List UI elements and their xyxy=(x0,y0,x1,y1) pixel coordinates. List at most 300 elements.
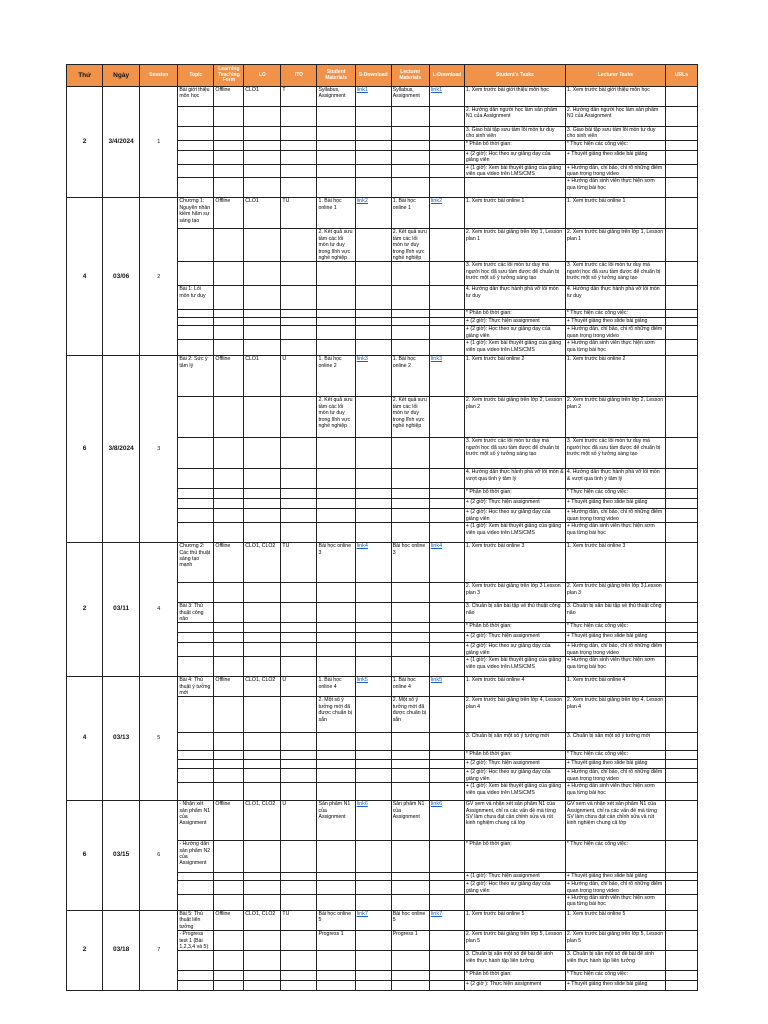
topic-cell xyxy=(178,583,214,603)
form-cell xyxy=(214,760,244,769)
lo-cell xyxy=(244,489,281,499)
topic-cell xyxy=(178,971,214,981)
l-download-cell xyxy=(429,469,464,489)
student-materials-cell xyxy=(317,643,355,657)
l-download-cell xyxy=(429,340,464,356)
form-cell xyxy=(214,603,244,623)
lecturer-materials-cell xyxy=(391,140,429,150)
lecturer-task-cell: 1. Xem trước bài online 4 xyxy=(565,677,665,697)
ito-cell xyxy=(281,469,317,489)
student-materials-cell xyxy=(317,623,355,633)
student-materials-cell xyxy=(317,951,355,971)
student-task-cell: * Phân bổ thời gian: xyxy=(464,140,565,150)
lecturer-task-cell: 2. Xem trước bài giảng trên lớp 3,Lesson plan 3 xyxy=(565,583,665,603)
url-cell xyxy=(665,697,697,733)
header-urls: URLs xyxy=(665,65,697,87)
s-download-cell xyxy=(355,356,391,397)
lecturer-materials-cell xyxy=(391,783,429,801)
ito-cell xyxy=(281,509,317,523)
url-cell xyxy=(665,873,697,881)
topic-cell xyxy=(178,326,214,340)
l-download-link[interactable]: link7 xyxy=(430,910,443,917)
lecturer-materials-cell xyxy=(391,643,429,657)
s-download-link[interactable]: link5 xyxy=(356,677,368,684)
lo-cell xyxy=(244,841,281,873)
form-cell xyxy=(214,633,244,643)
ito-cell xyxy=(281,894,317,910)
ito-cell xyxy=(281,140,317,150)
l-download-link[interactable]: link5 xyxy=(430,677,443,684)
s-download-cell xyxy=(355,623,391,633)
url-cell xyxy=(665,356,697,397)
l-download-cell xyxy=(429,971,464,981)
url-cell xyxy=(665,583,697,603)
topic-cell xyxy=(178,150,214,164)
topic-cell: Bài 1: Lối mòn tư duy xyxy=(178,286,214,310)
lecturer-task-cell: 3. Chuẩn bị sẵn bài tập về thủ thuật công não xyxy=(565,603,665,623)
lecturer-materials-cell xyxy=(391,760,429,769)
lecturer-materials-cell xyxy=(391,523,429,543)
lecturer-task-cell: 2. Xem trước bài giảng trên lớp 4, Lesson plan 4 xyxy=(565,697,665,733)
topic-cell xyxy=(178,340,214,356)
student-materials-cell xyxy=(317,981,355,991)
session-number-cell: 3 xyxy=(140,356,178,543)
lecturer-materials-cell xyxy=(391,971,429,981)
form-cell xyxy=(214,751,244,760)
l-download-cell xyxy=(429,783,464,801)
lecturer-task-cell: + Hướng dẫn sinh viên thực hiện sơm qua từng bài học xyxy=(565,523,665,543)
lecturer-task-cell: 1. Xem trước bài online 2 xyxy=(565,356,665,397)
url-cell xyxy=(665,310,697,318)
topic-cell xyxy=(178,751,214,760)
form-cell: Offline xyxy=(214,801,244,841)
student-task-cell: 2. Xem trước bài giảng trên lớp 1, Lesson plan 1 xyxy=(464,229,565,262)
student-materials-cell xyxy=(317,178,355,198)
s-download-cell xyxy=(355,971,391,981)
ito-cell: TU xyxy=(281,198,317,229)
s-download-cell xyxy=(355,583,391,603)
student-task-cell: * Phân bổ thời gian: xyxy=(464,310,565,318)
student-materials-cell xyxy=(317,262,355,286)
student-task-cell: + (1 giờ): Xem bài thuyết giảng của giảng viên qua video trên LMS/CMS xyxy=(464,657,565,677)
ito-cell xyxy=(281,438,317,469)
topic-cell xyxy=(178,760,214,769)
l-download-cell xyxy=(429,107,464,127)
lecturer-materials-cell xyxy=(391,310,429,318)
l-download-cell xyxy=(429,150,464,164)
lo-cell xyxy=(244,164,281,178)
table-row xyxy=(67,356,698,397)
s-download-cell xyxy=(355,633,391,643)
lecturer-task-cell: + Thuyết giảng theo slide bài giảng xyxy=(565,633,665,643)
table-row xyxy=(67,677,698,697)
form-cell xyxy=(214,140,244,150)
topic-cell xyxy=(178,489,214,499)
student-task-cell xyxy=(464,178,565,198)
url-cell xyxy=(665,318,697,326)
topic-cell: - Nhận xét sản phẩm N1 của Assignment xyxy=(178,801,214,841)
student-task-cell: 3. Xem trước các lối mòn tư duy mà người học đã sưu tầm được để chuẩn bị trước một số ý tưởng sáng tạo xyxy=(464,262,565,286)
url-cell xyxy=(665,603,697,623)
student-task-cell: 2. Xem trước bài giảng trên lớp 4, Lesson plan 4 xyxy=(464,697,565,733)
lecturer-task-cell: 1. Xem trước bài giới thiệu môn học xyxy=(565,87,665,107)
student-task-cell: 2. Xem trước bài giảng trên lớp 3 Lesson plan 3 xyxy=(464,583,565,603)
l-download-cell xyxy=(429,981,464,991)
ito-cell xyxy=(281,760,317,769)
form-cell xyxy=(214,127,244,141)
header-ngay: Ngày xyxy=(103,65,140,87)
lo-cell xyxy=(244,140,281,150)
url-cell xyxy=(665,910,697,930)
url-cell xyxy=(665,894,697,910)
l-download-cell xyxy=(429,356,464,397)
student-task-cell: + (2 giờ): Học theo sự giảng dạy của giảng viên xyxy=(464,150,565,164)
topic-cell xyxy=(178,643,214,657)
s-download-link[interactable]: link3 xyxy=(356,356,368,363)
form-cell xyxy=(214,438,244,469)
l-download-cell xyxy=(429,523,464,543)
student-materials-cell: Progress 1 xyxy=(317,931,355,951)
lo-cell xyxy=(244,951,281,971)
student-materials-cell: Bài học online 3 xyxy=(317,543,355,583)
lecturer-task-cell: + Hướng dẫn sinh viên thực hiện sơm qua từng bài học xyxy=(565,783,665,801)
l-download-cell xyxy=(429,583,464,603)
topic-cell: Chương 1: Nguyên nhân kiềm hãm sự sáng tạo xyxy=(178,198,214,229)
l-download-link[interactable]: link6 xyxy=(430,801,443,808)
day-of-week-cell: 2 xyxy=(67,87,103,198)
topic-cell xyxy=(178,657,214,677)
l-download-cell xyxy=(429,623,464,633)
header-students-tasks: Student's Tasks xyxy=(464,65,565,87)
l-download-cell xyxy=(429,881,464,895)
lecturer-materials-cell xyxy=(391,262,429,286)
student-materials-cell: 1. Bài học online 1 xyxy=(317,198,355,229)
l-download-cell xyxy=(429,489,464,499)
student-materials-cell xyxy=(317,340,355,356)
lo-cell xyxy=(244,931,281,951)
lecturer-materials-cell xyxy=(391,951,429,971)
l-download-cell xyxy=(429,769,464,783)
lecturer-materials-cell xyxy=(391,751,429,760)
s-download-cell xyxy=(355,677,391,697)
topic-cell xyxy=(178,509,214,523)
form-cell xyxy=(214,340,244,356)
form-cell xyxy=(214,643,244,657)
lecturer-materials-cell xyxy=(391,150,429,164)
topic-cell xyxy=(178,178,214,198)
s-download-link[interactable]: link1 xyxy=(356,87,368,93)
lecturer-task-cell: + Thuyết giảng theo slide bài giảng xyxy=(565,873,665,881)
student-task-cell: * Phân bổ thời gian: xyxy=(464,841,565,873)
lecturer-materials-cell xyxy=(391,873,429,881)
date-cell: 03/11 xyxy=(103,543,140,677)
form-cell xyxy=(214,841,244,873)
student-materials-cell: 2. Kết quả sưu tầm các lối mòn tư duy trong lĩnh vực nghề nghiệp xyxy=(317,229,355,262)
student-materials-cell xyxy=(317,769,355,783)
table-row xyxy=(67,801,698,841)
lo-cell xyxy=(244,894,281,910)
session-number-cell: 5 xyxy=(140,677,178,801)
ito-cell xyxy=(281,981,317,991)
header-s-download: S-Download xyxy=(355,65,391,87)
topic-cell: Bài 3: Thủ thuật công năo xyxy=(178,603,214,623)
lo-cell xyxy=(244,881,281,895)
l-download-cell xyxy=(429,657,464,677)
lecturer-task-cell: 2. Hướng dẫn người học làm sản phẩm N1 của Assignment xyxy=(565,107,665,127)
ito-cell xyxy=(281,499,317,509)
l-download-cell xyxy=(429,438,464,469)
lo-cell xyxy=(244,397,281,438)
form-cell: Offline xyxy=(214,677,244,697)
ito-cell xyxy=(281,583,317,603)
form-cell xyxy=(214,873,244,881)
ito-cell xyxy=(281,623,317,633)
student-materials-cell xyxy=(317,150,355,164)
day-of-week-cell: 4 xyxy=(67,198,103,356)
url-cell xyxy=(665,107,697,127)
day-of-week-cell: 2 xyxy=(67,910,103,990)
topic-cell xyxy=(178,523,214,543)
ito-cell xyxy=(281,326,317,340)
l-download-cell xyxy=(429,873,464,881)
form-cell: Offline xyxy=(214,910,244,930)
form-cell xyxy=(214,981,244,991)
url-cell xyxy=(665,340,697,356)
student-materials-cell: Bài học online 5 xyxy=(317,910,355,930)
student-task-cell: 4. Hướng dẫn thực hành phá vỡ lối mòn & vượt qua tình ỳ tâm lý xyxy=(464,469,565,489)
url-cell xyxy=(665,951,697,971)
form-cell: Offline xyxy=(214,356,244,397)
topic-cell: - Hướng dẫn sản phẩm N2 của Assignment xyxy=(178,841,214,873)
lo-cell: CLO1 xyxy=(244,87,281,107)
s-download-link[interactable]: link2 xyxy=(356,198,368,205)
schedule-body xyxy=(67,87,698,991)
s-download-cell xyxy=(355,881,391,895)
l-download-cell xyxy=(429,127,464,141)
form-cell xyxy=(214,697,244,733)
lecturer-task-cell: * Thực hiện các công việc: xyxy=(565,971,665,981)
s-download-link[interactable]: link4 xyxy=(356,543,368,550)
l-download-cell xyxy=(429,643,464,657)
form-cell xyxy=(214,229,244,262)
s-download-cell xyxy=(355,543,391,583)
l-download-link[interactable]: link2 xyxy=(430,198,443,205)
s-download-cell xyxy=(355,489,391,499)
lecturer-materials-cell xyxy=(391,164,429,178)
student-materials-cell xyxy=(317,499,355,509)
s-download-cell xyxy=(355,910,391,930)
lecturer-task-cell: + Hướng dẫn sinh viên thực hiện sơm qua từng bài học xyxy=(565,178,665,198)
url-cell xyxy=(665,262,697,286)
lo-cell xyxy=(244,318,281,326)
day-of-week-cell: 4 xyxy=(67,677,103,801)
form-cell xyxy=(214,326,244,340)
lecturer-task-cell: 1. Xem trước bài online 3 xyxy=(565,543,665,583)
lecturer-materials-cell xyxy=(391,841,429,873)
s-download-cell xyxy=(355,603,391,623)
date-cell: 3/8/2024 xyxy=(103,356,140,543)
url-cell xyxy=(665,150,697,164)
ito-cell xyxy=(281,262,317,286)
session-number-cell: 4 xyxy=(140,543,178,677)
session-number-cell: 6 xyxy=(140,801,178,911)
s-download-cell xyxy=(355,178,391,198)
url-cell xyxy=(665,543,697,583)
student-task-cell: + (2 giờ): Thực hiện assignment xyxy=(464,499,565,509)
student-materials-cell xyxy=(317,469,355,489)
student-task-cell: + (2 giờ): Học theo sự giảng dạy của giảng viên xyxy=(464,326,565,340)
lo-cell xyxy=(244,286,281,310)
l-download-cell xyxy=(429,733,464,751)
form-cell xyxy=(214,523,244,543)
topic-cell xyxy=(178,697,214,733)
student-materials-cell xyxy=(317,140,355,150)
l-download-link[interactable]: link1 xyxy=(430,87,443,93)
student-materials-cell: Sản phẩm N1 của Assignment xyxy=(317,801,355,841)
lecturer-materials-cell xyxy=(391,107,429,127)
form-cell: Offline xyxy=(214,87,244,107)
url-cell xyxy=(665,733,697,751)
form-cell xyxy=(214,397,244,438)
lecturer-task-cell: + Thuyết giảng theo slide bài giảng xyxy=(565,150,665,164)
url-cell xyxy=(665,127,697,141)
l-download-link[interactable]: link4 xyxy=(430,543,443,550)
ito-cell xyxy=(281,603,317,623)
l-download-cell xyxy=(429,198,464,229)
lo-cell xyxy=(244,733,281,751)
lecturer-task-cell: 3. Chuẩn bị sẵn một số ý tưởng mới xyxy=(565,733,665,751)
lecturer-task-cell: + Thuyết giảng theo slide bài giảng xyxy=(565,318,665,326)
lecturer-task-cell: + Hướng dẫn, chỉ bảo, chỉ rõ những điểm quan trọng trong video xyxy=(565,769,665,783)
lecturer-materials-cell: 2. Kết quả sưu tầm các lối mòn tư duy trong lĩnh vực nghề nghiệp xyxy=(391,397,429,438)
student-task-cell: + (1 giờ): Xem bài thuyết giảng của giảng viên qua video trên LMS/CMS xyxy=(464,783,565,801)
lecturer-materials-cell: 2. Kết quả sưu tầm các lối mòn tư duy trong lĩnh vực nghề nghiệp xyxy=(391,229,429,262)
date-cell: 03/15 xyxy=(103,801,140,911)
form-cell xyxy=(214,733,244,751)
s-download-link[interactable]: link6 xyxy=(356,801,368,808)
l-download-cell xyxy=(429,677,464,697)
form-cell xyxy=(214,931,244,951)
student-materials-cell xyxy=(317,318,355,326)
lecturer-materials-cell: Syllabus, Assignment xyxy=(391,87,429,107)
form-cell xyxy=(214,583,244,603)
lo-cell: CLO1 xyxy=(244,356,281,397)
ito-cell xyxy=(281,873,317,881)
ito-cell xyxy=(281,633,317,643)
l-download-cell xyxy=(429,164,464,178)
l-download-cell xyxy=(429,509,464,523)
s-download-cell xyxy=(355,310,391,318)
lecturer-materials-cell xyxy=(391,489,429,499)
topic-cell xyxy=(178,262,214,286)
lecturer-materials-cell: Sản phẩm N1 của Assignment xyxy=(391,801,429,841)
schedule-table xyxy=(66,64,698,991)
s-download-cell xyxy=(355,262,391,286)
l-download-cell xyxy=(429,894,464,910)
topic-cell xyxy=(178,127,214,141)
s-download-cell xyxy=(355,760,391,769)
form-cell xyxy=(214,971,244,981)
header-topic: Topic xyxy=(178,65,214,87)
s-download-cell xyxy=(355,873,391,881)
student-materials-cell xyxy=(317,783,355,801)
lecturer-materials-cell: Progress 1 xyxy=(391,931,429,951)
student-task-cell: + (2 giờ ): Thực hiện assignment xyxy=(464,981,565,991)
s-download-cell xyxy=(355,657,391,677)
student-task-cell: + (1 giờ): Xem bài thuyết giảng của giảng viên qua video trên LMS/CMS xyxy=(464,340,565,356)
student-materials-cell xyxy=(317,489,355,499)
url-cell xyxy=(665,623,697,633)
topic-cell xyxy=(178,623,214,633)
s-download-cell xyxy=(355,769,391,783)
student-task-cell: 1. Xem trước bài giới thiệu môn học xyxy=(464,87,565,107)
lecturer-task-cell: 4. Hướng dẫn thực hành phá vỡ lối mòn tư duy xyxy=(565,286,665,310)
lecturer-task-cell: 2. Xem trước bài giảng trên lớp 2, Lesson plan 2 xyxy=(565,397,665,438)
lecturer-task-cell: + Hướng dẫn, chỉ bảo, chỉ rõ những điểm quan trọng trong video xyxy=(565,881,665,895)
url-cell xyxy=(665,397,697,438)
header-lecturer-tasks: Lecturer Tasks xyxy=(565,65,665,87)
lecturer-materials-cell: 1. Bài học online 4 xyxy=(391,677,429,697)
s-download-cell xyxy=(355,326,391,340)
lecturer-materials-cell: Bài học online 3 xyxy=(391,543,429,583)
student-materials-cell xyxy=(317,733,355,751)
s-download-cell xyxy=(355,318,391,326)
student-materials-cell xyxy=(317,326,355,340)
lecturer-task-cell: + Hướng dẫn sinh viên thực hiện sơm qua từng bài học xyxy=(565,894,665,910)
lecturer-task-cell: GV xem và nhận xét sản phẩm N1 của Assignment, chỉ ra các vấn đề mà từng SV làm chưa đạt cần chỉnh sửa và rút kinh nghiệm chung cả lớp xyxy=(565,801,665,841)
topic-cell xyxy=(178,140,214,150)
lo-cell xyxy=(244,509,281,523)
url-cell xyxy=(665,499,697,509)
topic-cell xyxy=(178,981,214,991)
student-task-cell: 4. Hướng dẫn thực hành phá vỡ lối mòn tư duy xyxy=(464,286,565,310)
lo-cell xyxy=(244,783,281,801)
url-cell xyxy=(665,841,697,873)
lecturer-task-cell: * Thực hiện các công việc: xyxy=(565,841,665,873)
lo-cell xyxy=(244,340,281,356)
student-task-cell: 1. Xem trước bài online 3 xyxy=(464,543,565,583)
lecturer-materials-cell xyxy=(391,603,429,623)
header-ito: ITO xyxy=(281,65,317,87)
url-cell xyxy=(665,164,697,178)
l-download-link[interactable]: link3 xyxy=(430,356,443,363)
l-download-cell xyxy=(429,760,464,769)
l-download-cell xyxy=(429,397,464,438)
s-download-link[interactable]: link7 xyxy=(356,910,368,917)
student-materials-cell xyxy=(317,881,355,895)
topic-cell xyxy=(178,894,214,910)
lecturer-materials-cell xyxy=(391,318,429,326)
lecturer-task-cell: 4. Hướng dẫn thực hành phá vỡ lối mòn & vượt qua tình ỳ tâm lý xyxy=(565,469,665,489)
lecturer-task-cell: * Thực hiện các công việc: xyxy=(565,310,665,318)
url-cell xyxy=(665,326,697,340)
lecturer-task-cell: * Thực hiện các công việc: xyxy=(565,751,665,760)
student-task-cell: + (2 giờ): Học theo sự giảng dạy của giảng viên xyxy=(464,769,565,783)
table-row xyxy=(67,543,698,583)
header-student-materials: Student Materials xyxy=(317,65,355,87)
lecturer-materials-cell xyxy=(391,127,429,141)
lecturer-task-cell: + Hướng dẫn sinh viên thực hiện sơm qua từng bài học xyxy=(565,657,665,677)
form-cell xyxy=(214,769,244,783)
student-task-cell: 2. Xem trước bài giảng trên lớp 5, Lesson plan 5 xyxy=(464,931,565,951)
lecturer-task-cell: + Hướng dẫn sinh viên thực hiện sơm qua từng bài học xyxy=(565,340,665,356)
lecturer-materials-cell xyxy=(391,326,429,340)
lo-cell: CLO1, CLO2 xyxy=(244,677,281,697)
topic-cell xyxy=(178,469,214,489)
lecturer-task-cell: 3. Xem trước các lối mòn tư duy mà người học đã sưu tầm được để chuẩn bị trước một số ý tưởng sáng tạo xyxy=(565,438,665,469)
table-row xyxy=(67,198,698,229)
form-cell xyxy=(214,783,244,801)
